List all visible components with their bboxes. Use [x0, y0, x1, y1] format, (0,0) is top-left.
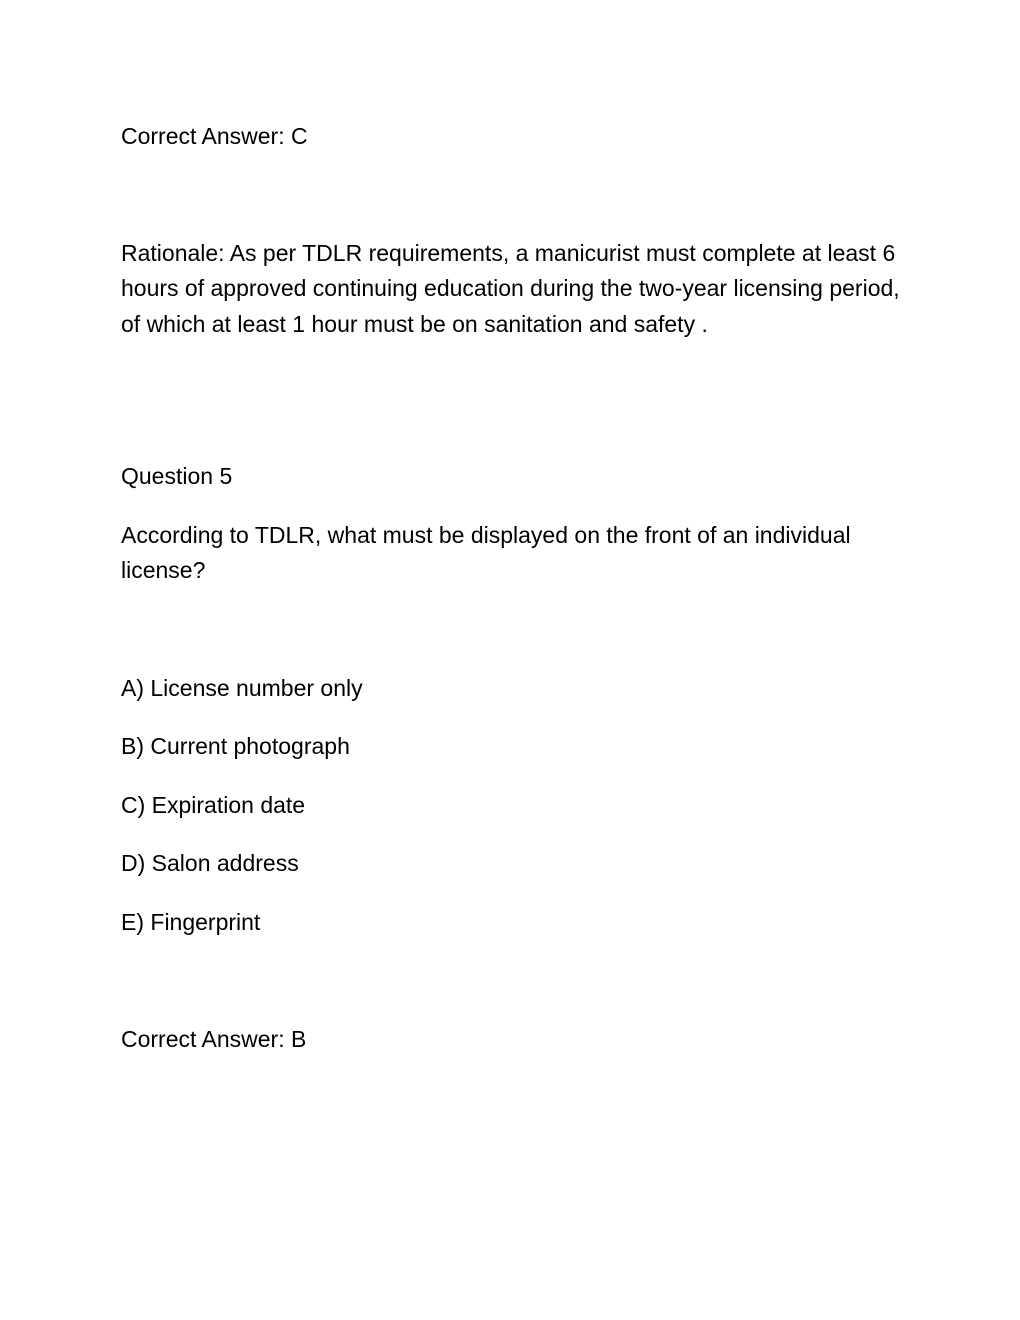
option-b: B) Current photograph: [121, 733, 350, 759]
question-prompt: According to TDLR, what must be displayed on the front of an individual license?: [121, 522, 851, 584]
rationale-text: Rationale: As per TDLR requirements, a manicurist must complete at least 6 hours of approved continuing education during the two-year licensing period, of which at least 1 hour must be on sanitation and safety .: [121, 240, 900, 337]
question-correct-answer: Correct Answer: B: [121, 1026, 307, 1052]
option-d: D) Salon address: [121, 850, 299, 876]
option-e: E) Fingerprint: [121, 909, 261, 935]
previous-correct-answer: Correct Answer: C: [121, 123, 308, 149]
question-heading: Question 5: [121, 463, 233, 489]
option-a: A) License number only: [121, 675, 363, 701]
option-c: C) Expiration date: [121, 792, 306, 818]
